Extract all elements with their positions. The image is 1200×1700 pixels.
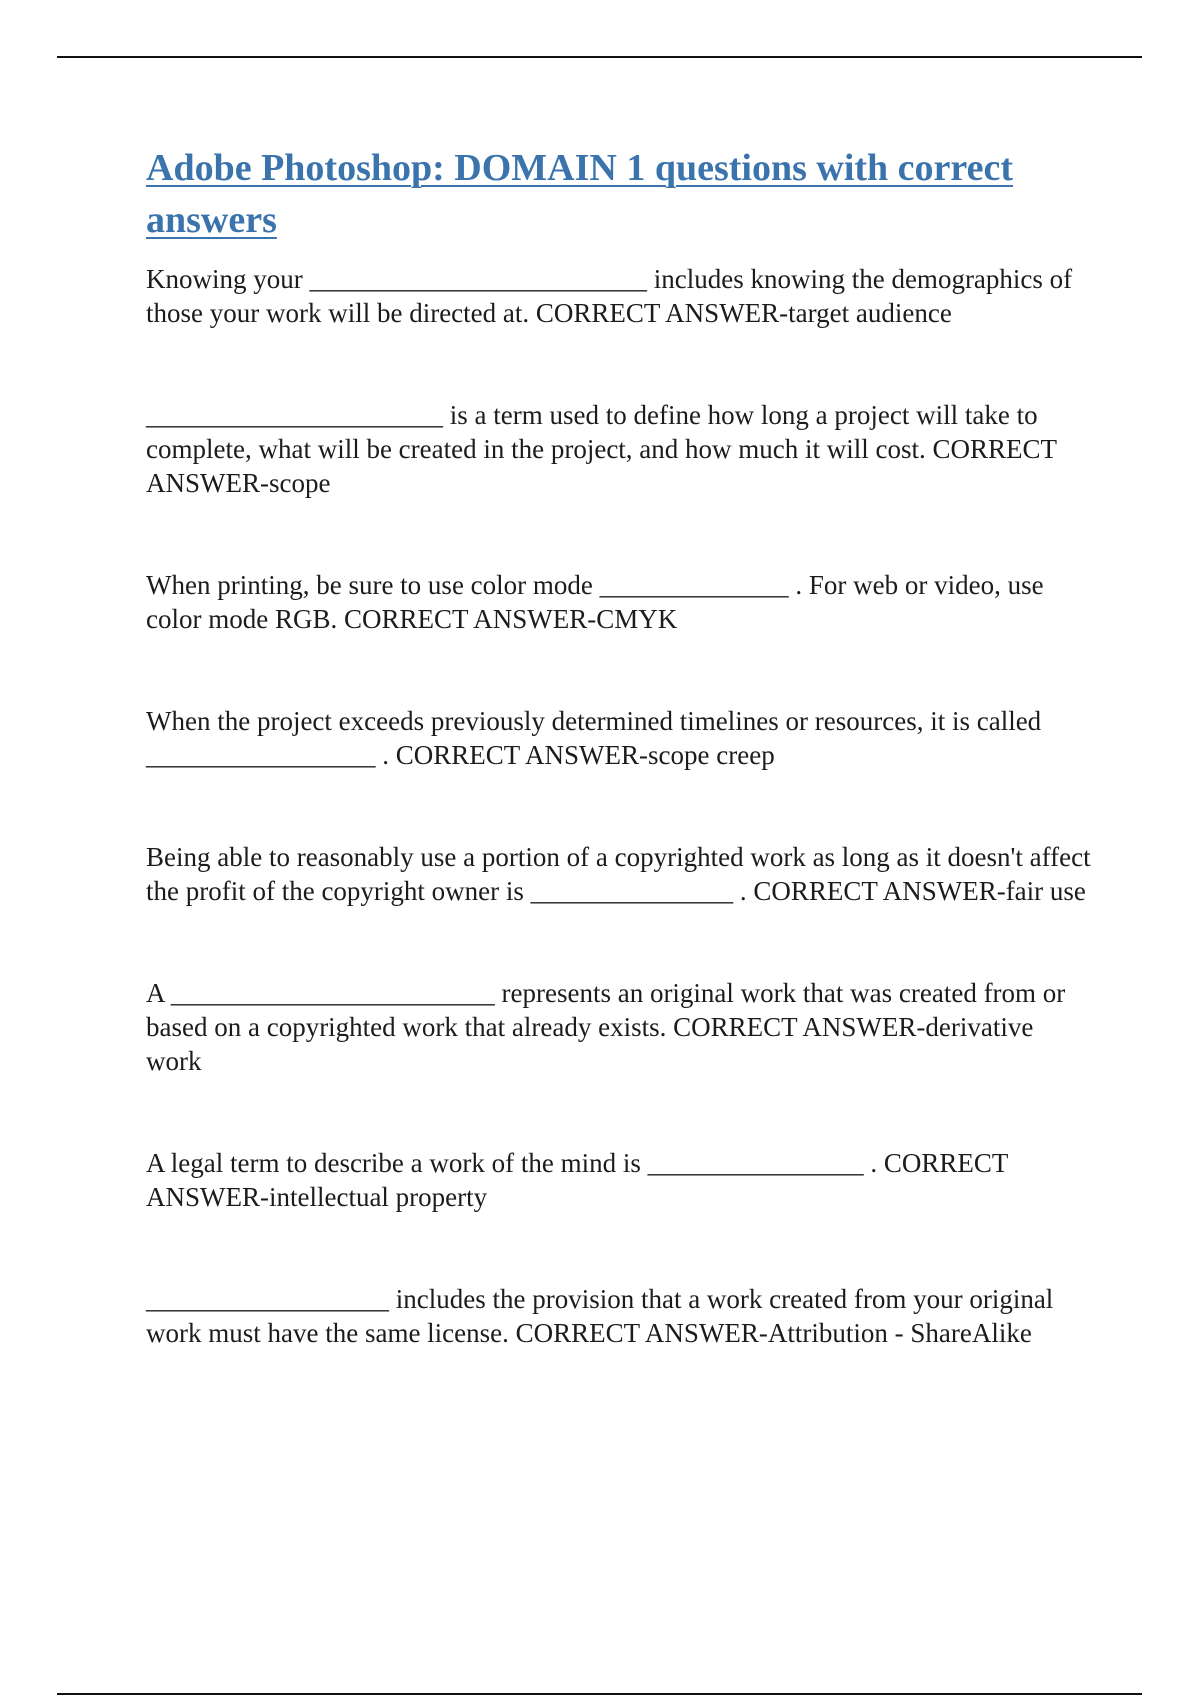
bottom-rule <box>57 1693 1142 1695</box>
question-item-3: When printing, be sure to use color mode ______________ . For web or video, use color mode RGB. CORRECT ANSWER-CMYK <box>146 570 1044 634</box>
question-item-8: __________________ includes the provision that a work created from your original work must have the same license. CORRECT ANSWER-Attribution - ShareAlike <box>146 1284 1054 1348</box>
question-item-6: A ________________________ represents an original work that was created from or based on a copyrighted work that already exists. CORRECT ANSWER-derivative work <box>146 978 1066 1076</box>
question-list <box>146 262 1091 1350</box>
question-item-4: When the project exceeds previously determined timelines or resources, it is called _________________ . CORRECT ANSWER-scope creep <box>146 706 1042 770</box>
question-item-5: Being able to reasonably use a portion of a copyrighted work as long as it doesn't affect the profit of the copyright owner is _______________ . CORRECT ANSWER-fair use <box>146 842 1091 906</box>
top-rule <box>57 56 1142 58</box>
document-body <box>146 142 1091 1418</box>
question-item-7: A legal term to describe a work of the mind is ________________ . CORRECT ANSWER-intellectual property <box>146 1148 1008 1212</box>
question-item-1: Knowing your _________________________ includes knowing the demographics of those your work will be directed at. CORRECT ANSWER-target audience <box>146 264 1073 328</box>
question-item-2: ______________________ is a term used to define how long a project will take to complete, what will be created in the project, and how much it will cost. CORRECT ANSWER-scope <box>146 400 1057 498</box>
document-title: Adobe Photoshop: DOMAIN 1 questions with correct answers <box>146 147 1013 241</box>
